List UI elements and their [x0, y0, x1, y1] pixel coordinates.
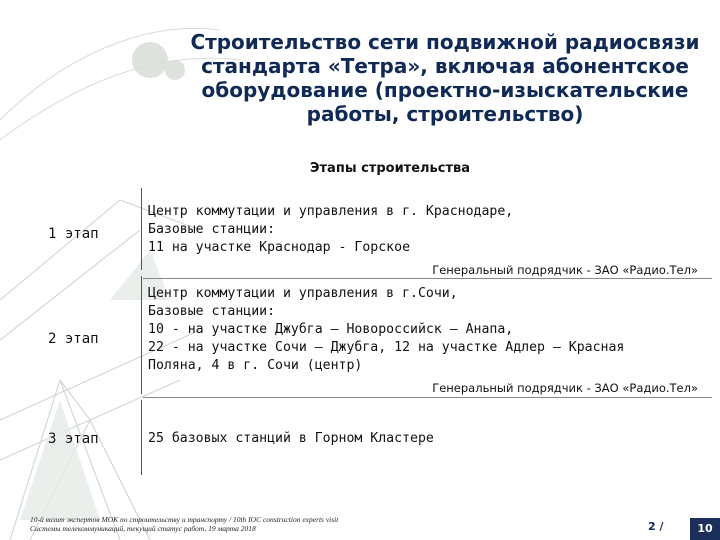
stage-separator	[143, 397, 712, 398]
section-subtitle: Этапы строительства	[309, 161, 471, 176]
description-line: Базовые станции:	[148, 304, 276, 319]
divider-vertical	[141, 276, 142, 394]
page-number: 2 /	[648, 520, 664, 533]
title-line: оборудование (проектно-изыскательские	[201, 78, 689, 102]
stage-2-contractor: Генеральный подрядчик - ЗАО «Радио.Тел»	[432, 381, 698, 395]
page-total-badge: 10	[690, 518, 720, 540]
stage-2-label: 2 этап	[48, 331, 99, 347]
description-line: Базовые станции:	[148, 222, 276, 237]
divider-vertical	[141, 188, 142, 270]
stage-2-description	[148, 285, 708, 375]
title-line: работы, строительство)	[306, 102, 584, 126]
stage-1-contractor: Генеральный подрядчик - ЗАО «Радио.Тел»	[432, 263, 698, 277]
footer-line-2: Системы телекоммуникаций, текущий статус работ, 19 марта 2018	[30, 524, 256, 533]
slide-title	[160, 30, 720, 126]
stage-separator	[143, 278, 712, 279]
description-line: 22 - на участке Сочи – Джубга, 12 на участке Адлер – Красная	[148, 340, 625, 355]
description-line: Центр коммутации и управления в г. Краснодаре,	[148, 204, 514, 219]
stage-1-label: 1 этап	[48, 226, 99, 242]
stage-3-label: 3 этап	[48, 431, 99, 447]
footer-caption	[30, 515, 338, 533]
title-line: Строительство сети подвижной радиосвязи	[190, 30, 700, 54]
footer-line-1: 10-й визит экспертов МОК по строительству и транспорту / 10th IOC construction experts visit	[30, 515, 339, 524]
stage-3-description	[148, 430, 708, 448]
description-line: Поляна, 4 в г. Сочи (центр)	[148, 358, 363, 373]
divider-vertical	[141, 400, 142, 475]
description-line: 10 - на участке Джубга – Новороссийск – Анапа,	[148, 322, 514, 337]
description-line: Центр коммутации и управления в г.Сочи,	[148, 286, 458, 301]
description-line: 11 на участке Краснодар - Горское	[148, 240, 411, 255]
title-line: стандарта «Тетра», включая абонентское	[201, 54, 689, 78]
description-line: 25 базовых станций в Горном Кластере	[148, 431, 434, 446]
stage-1-description	[148, 203, 708, 257]
